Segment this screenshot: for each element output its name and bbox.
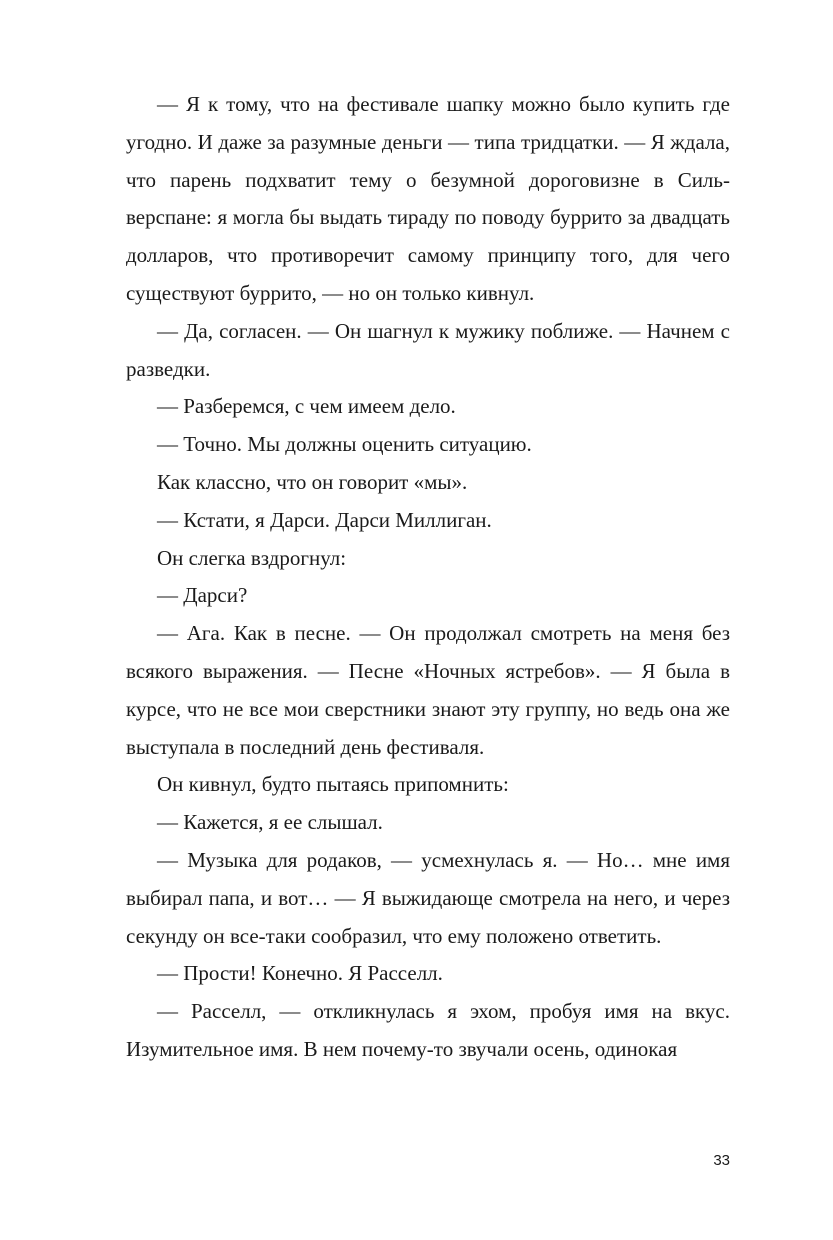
page-number: 33: [713, 1152, 730, 1169]
paragraph-13: — Прости! Конечно. Я Расселл.: [157, 961, 443, 986]
paragraph-3: — Разберемся, с чем имеем дело.: [157, 394, 456, 419]
paragraph-5: Как классно, что он говорит «мы».: [157, 469, 468, 494]
paragraph-6: — Кстати, я Дарси. Дарси Миллиган.: [157, 507, 492, 532]
book-page-body: [126, 86, 730, 1069]
paragraph-7: Он слегка вздрогнул:: [157, 545, 347, 570]
paragraph-9: — Ага. Как в песне. — Он продолжал смотреть на меня без всякого выражения. — Песне «Ночных ястребов». — Я была в курсе, что не все мои сверстники знают эту группу, но ведь она же выступала в последний день фестиваля.: [126, 621, 730, 759]
paragraph-12: — Музыка для родаков, — усмехнулась я. — Но… мне имя выбирал папа, и вот… — Я выжидающе смотрела на него, и через секунду он все-таки сообразил, что ему положено ответить.: [126, 847, 730, 948]
paragraph-14: — Расселл, — откликнулась я эхом, пробуя имя на вкус. Изумительное имя. В нем почему-то звучали осень, одинокая: [126, 999, 730, 1061]
paragraph-11: — Кажется, я ее слышал.: [157, 810, 383, 835]
paragraph-8: — Дарси?: [157, 583, 248, 608]
paragraph-1: — Я к тому, что на фестивале шапку можно было купить где угодно. И даже за разумные деньги — типа тридцатки. — Я ждала, что парень подхватит тему о безумной дороговизне в Сильверспане: я могла бы выдать тираду по поводу буррито за двадцать долларов, что противоречит самому принципу того, для чего существуют буррито, — но он только кивнул.: [126, 92, 730, 305]
paragraph-10: Он кивнул, будто пытаясь припомнить:: [157, 772, 509, 797]
paragraph-4: — Точно. Мы должны оценить ситуацию.: [157, 432, 532, 457]
paragraph-2: — Да, согласен. — Он шагнул к мужику поближе. — Начнем с разведки.: [126, 318, 730, 381]
